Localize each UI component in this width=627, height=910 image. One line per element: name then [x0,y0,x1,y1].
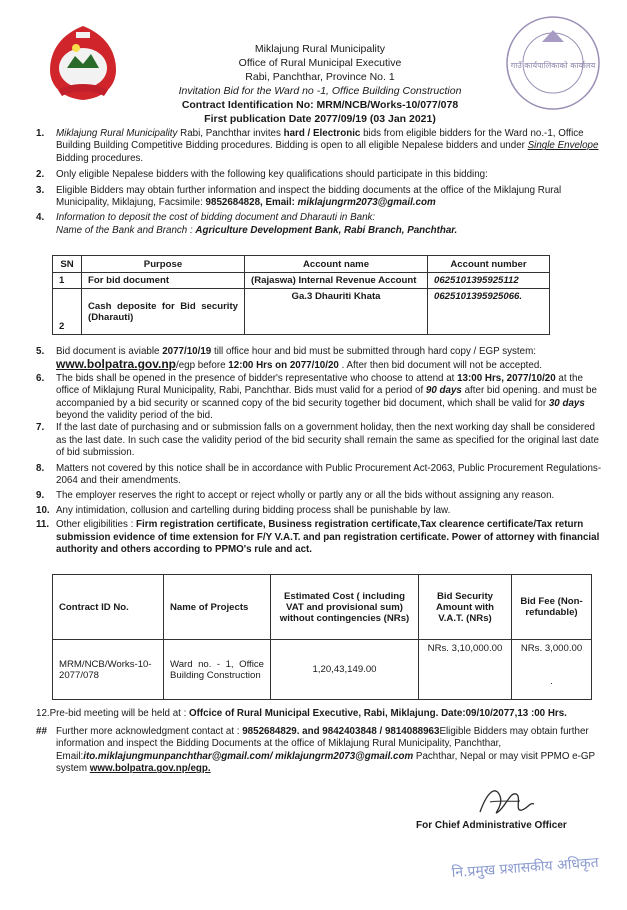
list-item: 9. The employer reserves the right to accept or reject wholly or partly any or all the bids without assigning any reason. [36,490,555,502]
list-item: 11. Other eligibilities : Firm registration certificate, Business registration certificate,Tax clearence certificate/Tax return submission evidence of time extension for F/Y V.A.T. and pan registration certificate. Power of attorney with financial authority and others according to PPMO's rule and act. [36,519,600,556]
notice-section-1 [36,128,604,237]
office-address: Rabi, Panchthar, Province No. 1 [245,71,395,83]
list-item: 10. Any intimidation, collusion and cartelling during bidding process shall be punishable by law. [36,504,451,516]
list-item: 3. Eligible Bidders may obtain further information and inspect the bidding documents at the office of the Miklajung Rural Municipality, Miklajung, Facsimile: 9852684828, Email: miklajungrm2073@gmail.com [36,184,562,209]
stamp-text: नि.प्रमुख प्रशासकीय अधिकृत [451,854,600,882]
table-row: 1 For bid document (Rajaswa) Internal Revenue Account 0625101395925112 [53,273,550,289]
list-item: 7. If the last date of purchasing and or submission falls on a government holiday, then the next working day shall be considered as the last date. In such case the validity period of the bid security shall remain the same as specified for the original last date of bid submission. [36,422,599,459]
table-header-row: SN Purpose Account name Account number [53,256,550,273]
bank-account-table [52,255,550,335]
contract-id: Contract Identification No: MRM/NCB/Works-10/077/078 [181,99,459,111]
office-name: Office of Rural Municipal Executive [238,57,402,69]
list-item: 8. Matters not covered by this notice shall be in accordance with Public Procurement Act-2063, Public Procurement Regulations-2064 and their amendments. [36,462,602,487]
list-item: 12.Pre-bid meeting will be held at : Offcice of Rural Municipal Executive, Rabi, Miklajung. Date:09/10/2077,13 :00 Hrs. [36,708,567,719]
list-item: 1. Miklajung Rural Municipality Rabi, Panchthar invites hard / Electronic bids from eligible bidders for the Ward no.-1, Office Building Building Competitive Bidding procedures. Bidding is open to all eligible Nepalese bidders and under Single Envelope Bidding procedures. [36,128,599,164]
contract-table [52,574,592,700]
table-row: MRM/NCB/Works-10-2077/078 Ward no. - 1, Office Building Construction 1,20,43,149.00 NRs. 3,10,000.00 NRs. 3,000.00 . [53,640,592,700]
list-item: 2. Only eligible Nepalese bidders with the following key qualifications should participate in this bidding: [36,169,488,181]
bid-title: Invitation Bid for the Ward no -1, Office Building Construction [178,85,462,97]
nepal-emblem-icon [40,20,126,106]
notice-section-3 [36,708,604,776]
signature-icon [470,782,540,822]
officer-stamp-icon [440,850,610,882]
egp-link[interactable]: www.bolpatra.gov.np/egp. [89,763,211,775]
letterhead [150,42,490,126]
list-item: 6. The bids shall be opened in the presence of bidder's representative who choose to attend at 13:00 Hrs, 2077/10/20 at the office of Miklajung Rural Municipality, Rabi, Panchthar. Bids must valid for a period of 90 days after bid opening. and must be accompanied by a bid security or scanned copy of the bid security together bid document, which shall be valid for 30 days beyond the validity period of the bid. [36,372,597,422]
notice-section-2 [36,346,604,557]
publication-date: First publication Date 2077/09/19 (03 Jan 2021) [204,113,436,125]
municipality-name: Miklajung Rural Municipality [254,43,386,55]
bolpatra-link[interactable]: www.bolpatra.gov.np [56,357,176,372]
office-seal-icon [502,12,604,114]
seal-text: गाउँ कार्यपालिकाको कार्यालय [510,61,596,70]
signoff: For Chief Administrative Officer [416,820,567,831]
list-item: ## Further more acknowledgment contact at : 9852684829. and 9842403848 / 9814088963Eligible Bidders may obtain further information and inspect the Bidding Documents at the office of Miklajung Rural Municipality, Panchthar, Email:ito.miklajungmunpanchthar@gmail.com/ miklajungrm2073@gmail.com Pachthar, Nepal or may visit PPMO e-GP system www.bolpatra.gov.np/egp. [36,725,595,775]
table-row: 2 Cash deposite for Bid security (Dharauti) Ga.3 Dhauriti Khata 0625101395925066. [53,289,550,335]
list-item: 5. Bid document is aviable 2077/10/19 till office hour and bid must be submitted through hard copy / EGP system: www.bolpatra.gov.np/egp before 12:00 Hrs on 2077/10/20 . After then bid document will not be accepted. [36,346,542,372]
table-header-row: Contract ID No. Name of Projects Estimated Cost ( including VAT and provisional sum) without contingencies (NRs) Bid Security Amount with V.A.T. (NRs) Bid Fee (Non-refundable) [53,575,592,640]
list-item: 4. Information to deposit the cost of bidding document and Dharauti in Bank: Name of the Bank and Branch : Agriculture Development Bank, Rabi Branch, Panchthar. [36,212,458,236]
